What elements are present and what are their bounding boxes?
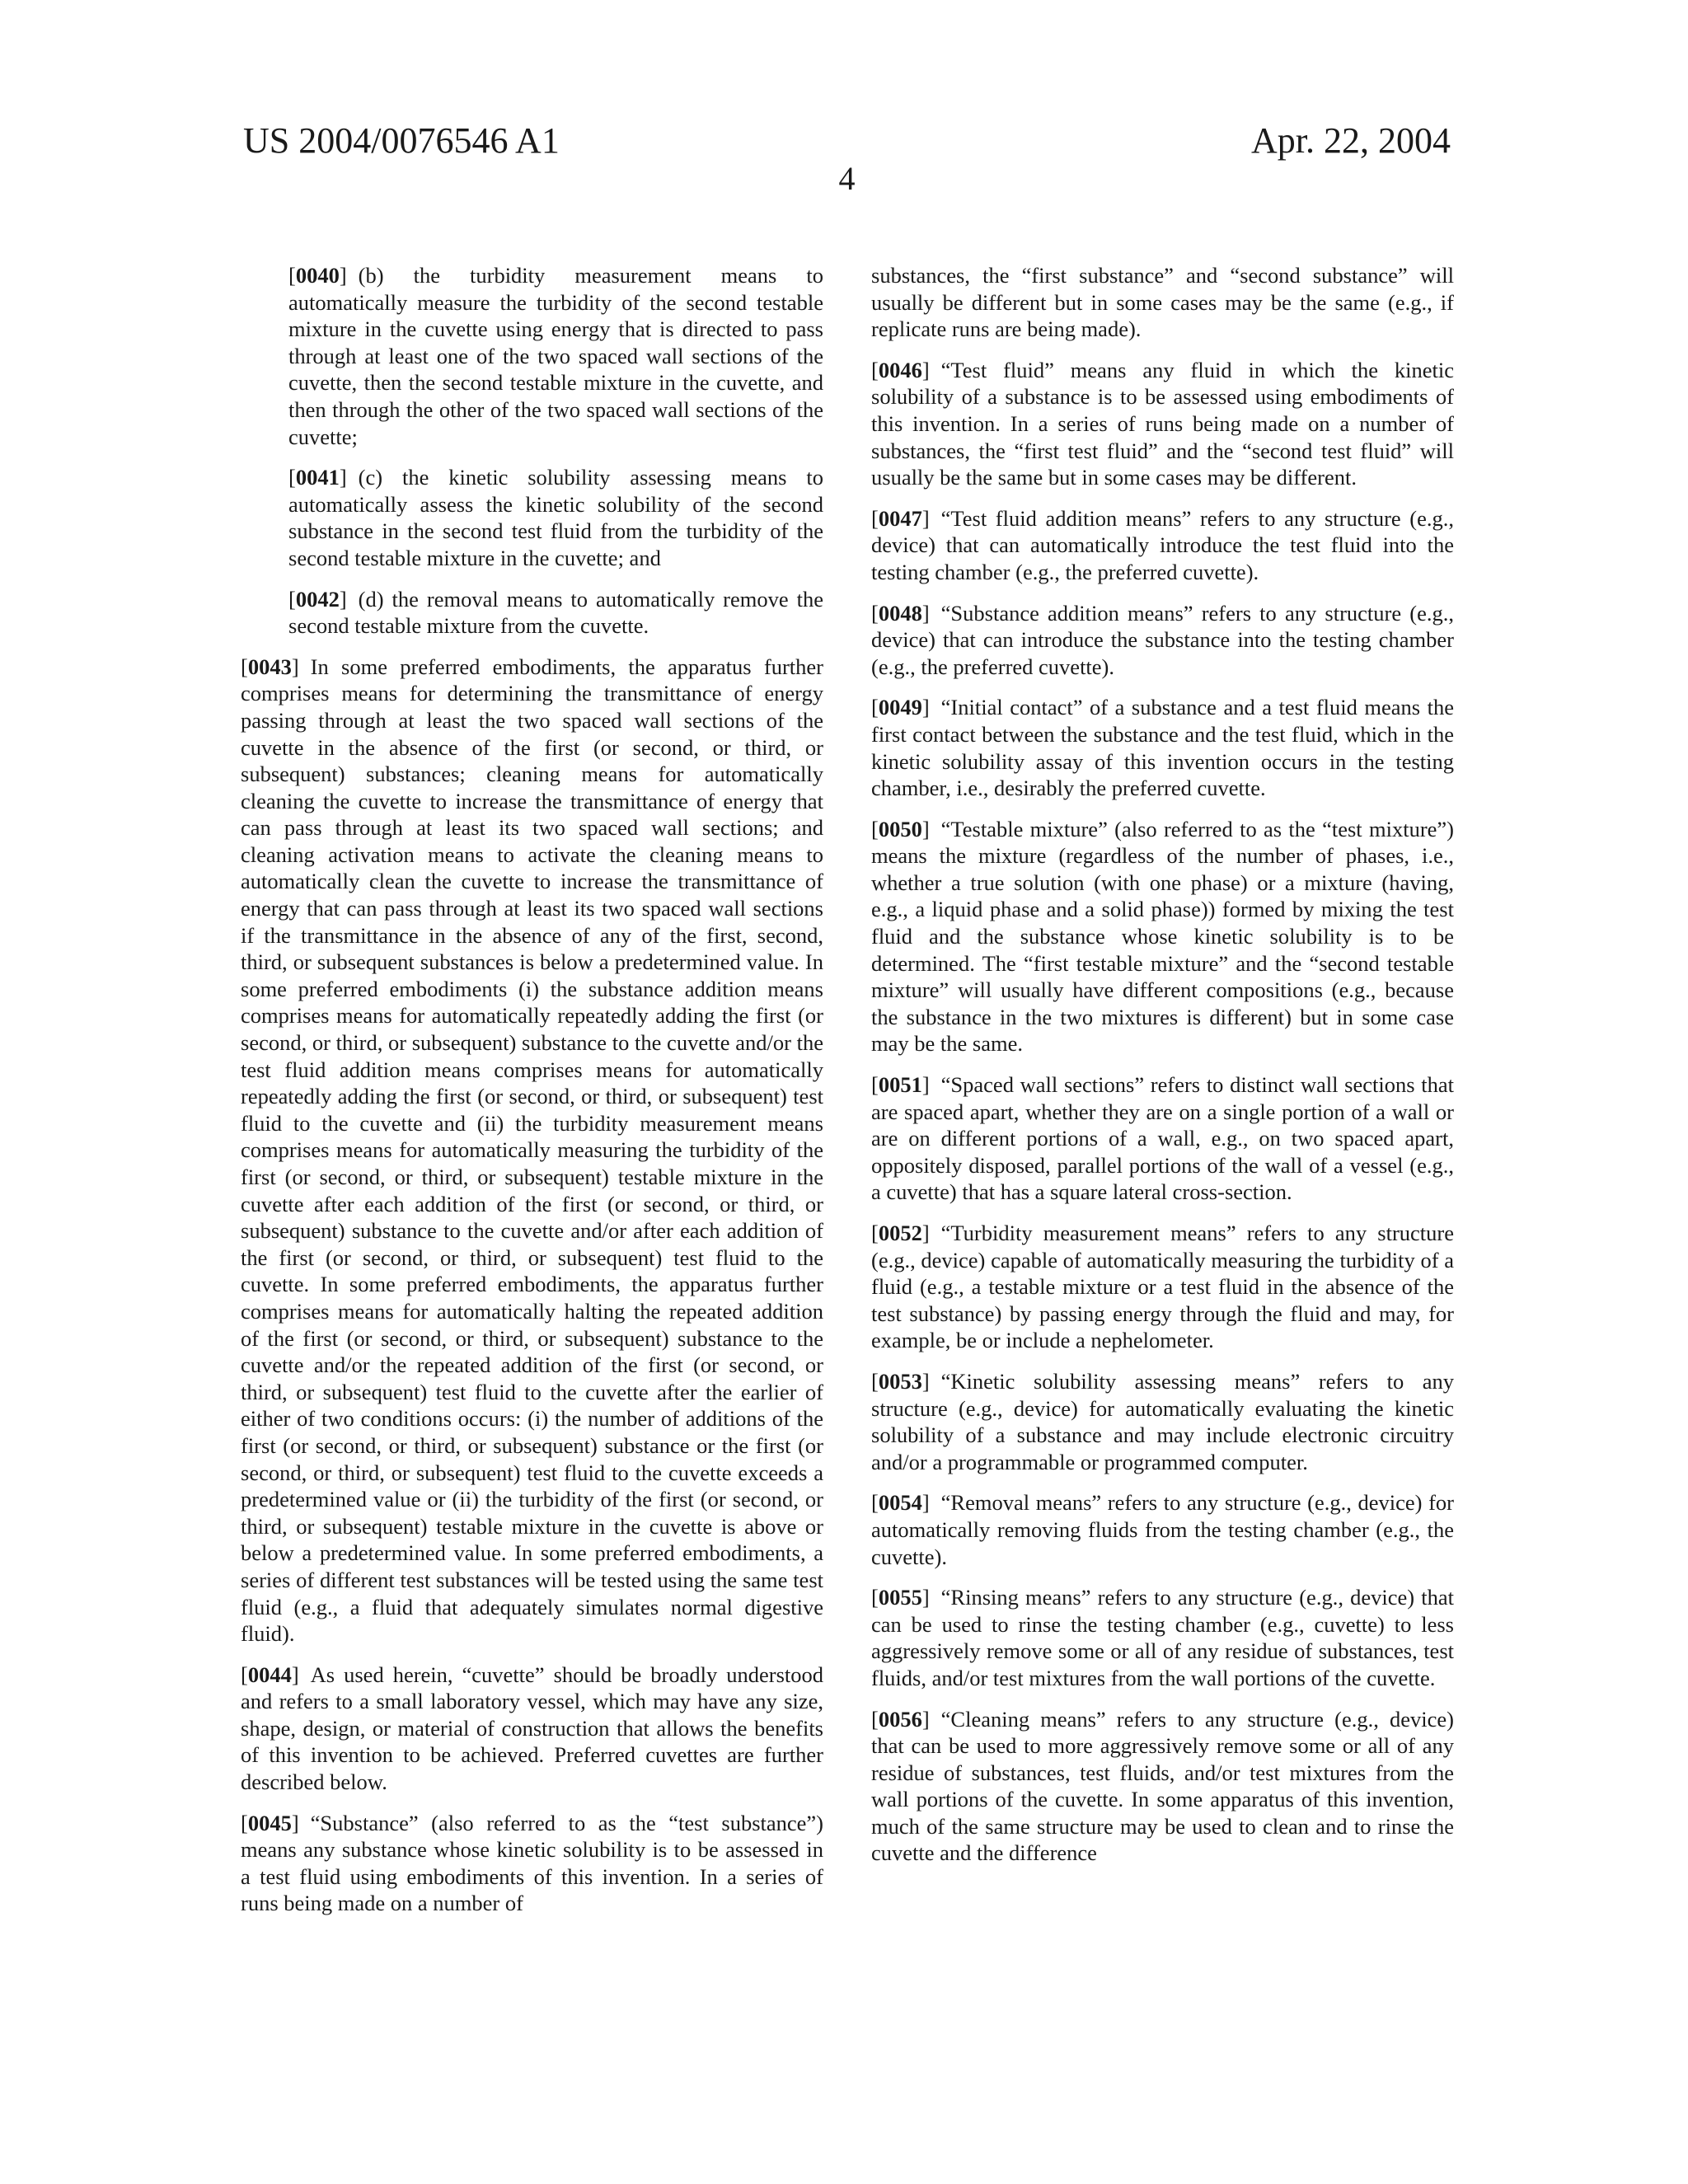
paragraph-text: “Rinsing means” refers to any structure (e.g., device) that can be used to rinse the testing chamber (e.g., cuvette) to less aggressively remove some or all of any residue of substances, test fluids, and/or test mixtures from the wall portions of the cuvette. — [871, 1585, 1454, 1690]
paragraph — [871, 505, 1454, 586]
paragraph-text: “Test fluid” means any fluid in which the kinetic solubility of a substance is to be assessed using embodiments of this invention. In a series of runs being made on a number of substances, the “first test fluid” and the “second test fluid” will usually be the same but in some cases may be different. — [871, 357, 1454, 490]
paragraph-text: substances, the “first substance” and “second substance” will usually be different but in some cases may be the same (e.g., if replicate runs are being made). — [871, 263, 1454, 342]
paragraph-number: [ 0046 ] — [871, 358, 930, 382]
paragraph-number: [ 0056 ] — [871, 1707, 930, 1732]
paragraph-text: As used herein, “cuvette” should be broadly understood and refers to a small laboratory vessel, which may have any size, shape, design, or material of construction that allows the benefits of this invention to be achieved. Preferred cuvettes are further described below. — [241, 1661, 823, 1795]
paragraph-number: [ 0044 ] — [241, 1662, 299, 1687]
publication-date: Apr. 22, 2004 — [1251, 120, 1451, 161]
paragraph-number: [ 0045 ] — [241, 1811, 299, 1835]
paragraph — [288, 464, 823, 571]
paragraph-number: [ 0050 ] — [871, 817, 930, 841]
paragraph — [871, 694, 1454, 801]
right-column — [871, 262, 1454, 1881]
paragraph-number: [ 0048 ] — [871, 601, 930, 626]
paragraph — [871, 1584, 1454, 1691]
paragraph — [871, 1071, 1454, 1206]
paragraph-text: “Substance” (also referred to as the “test substance”) means any substance whose kinetic solubility is to be assessed in a test fluid using embodiments of this invention. In a series of runs being made on a number of — [241, 1810, 823, 1916]
page-number: 4 — [838, 160, 856, 197]
paragraph-text: In some preferred embodiments, the apparatus further comprises means for determining the transmittance of energy passing through at least the two spaced wall sections of the cuvette in the absence of the first (or second, or third, or subsequent) substances; cleaning means for automatically cleaning the cuvette to increase the transmittance of energy that can pass through at least its two spaced wall sections; and cleaning activation means to activate the cleaning means to automatically clean the cuvette to increase the transmittance of energy that can pass through at least its two spaced wall sections if the transmittance in the absence of any of the first, second, third, or subsequent substances is below a predetermined value. In some preferred embodiments (i) the substance addition means comprises means for automatically repeatedly adding the first (or second, or third, or subsequent) substance to the cuvette and/or the test fluid addition means comprises means for automatically repeatedly adding the first (or second, or third, or subsequent) test fluid to the cuvette and (ii) the turbidity measurement means comprises means for automatically measuring the turbidity of the first (or second, or third, or subsequent) testable mixture in the cuvette after each addition of the first (or second, or third, or subsequent) substance to the cuvette and/or after each addition of the first (or second, or third, or subsequent) test fluid to the cuvette. In some preferred embodiments, the apparatus further comprises means for automatically halting the repeated addition of the first (or second, or third, or subsequent) substance to the cuvette and/or the repeated addition of the first (or second, or third, or subsequent) test fluid to the cuvette after the earlier of either of two conditions occurs: (i) the number of additions of the first (or second, or third, or subsequent) substance or the first (or second, or third, or subsequent) test fluid to the cuvette exceeds a predetermined value or (ii) the turbidity of the first (or second, or third, or subsequent) testable mixture in the cuvette is above or below a predetermined value. In some preferred embodiments, a series of different test substances will be tested using the same test fluid (e.g., a fluid that adequately simulates normal digestive fluid). — [241, 654, 823, 1647]
paragraph-text: (d) the removal means to automatically remove the second testable mixture from the cuvette. — [288, 586, 823, 639]
paragraph — [871, 816, 1454, 1057]
paragraph — [241, 1661, 823, 1796]
paragraph-text: “Initial contact” of a substance and a test fluid means the first contact between the substance and the test fluid, which in the kinetic solubility assay of this invention occurs in the testing chamber, i.e., desirably the preferred cuvette. — [871, 695, 1454, 801]
paragraph-number: [ 0052 ] — [871, 1221, 930, 1245]
paragraph-text: “Substance addition means” refers to any structure (e.g., device) that can introduce the substance into the testing chamber (e.g., the preferred cuvette). — [871, 600, 1454, 679]
paragraph-text: “Kinetic solubility assessing means” refers to any structure (e.g., device) for automatically evaluating the kinetic solubility of a substance and may include electronic circuitry and/or a programmable or programmed computer. — [871, 1368, 1454, 1474]
paragraph-text: “Cleaning means” refers to any structure (e.g., device) that can be used to more aggressively remove some or all of any residue of substances, test fluids, and/or test mixtures from the wall portions of the cuvette. In some apparatus of this invention, much of the same structure may be used to clean and to rinse the cuvette and the difference — [871, 1706, 1454, 1866]
paragraph-number: [ 0051 ] — [871, 1072, 930, 1097]
paragraph-text: (b) the turbidity measurement means to automatically measure the turbidity of the second testable mixture in the cuvette using energy that is directed to pass through at least one of the two spaced wall sections of the cuvette, then the second testable mixture in the cuvette, and then through the other of the two spaced wall sections of the cuvette; — [288, 263, 823, 449]
paragraph-number: [ 0047 ] — [871, 506, 930, 531]
paragraph-text: “Spaced wall sections” refers to distinct wall sections that are spaced apart, whether they are on a single portion of a wall or are on different portions of a wall, e.g., on two spaced apart, oppositely disposed, parallel portions of the wall of a vessel (e.g., a cuvette) that has a square lateral cross-section. — [871, 1072, 1454, 1205]
paragraph-number: [ 0041 ] — [288, 465, 347, 490]
paragraph-number: [ 0055 ] — [871, 1585, 930, 1610]
paragraph-text: “Turbidity measurement means” refers to any structure (e.g., device) capable of automatically measuring the turbidity of a fluid (e.g., a testable mixture or a test fluid in the absence of the test substance) by passing energy through the fluid and may, for example, be or include a nephelometer. — [871, 1221, 1454, 1353]
paragraph-text: “Test fluid addition means” refers to any structure (e.g., device) that can automatically introduce the test fluid into the testing chamber (e.g., the preferred cuvette). — [871, 505, 1454, 584]
paragraph-number: [ 0054 ] — [871, 1490, 930, 1515]
paragraph — [241, 1810, 823, 1917]
paragraph-number: [ 0042 ] — [288, 587, 347, 612]
paragraph — [871, 1368, 1454, 1475]
publication-number: US 2004/0076546 A1 — [243, 120, 560, 161]
paragraph-text: “Testable mixture” (also referred to as the “test mixture”) means the mixture (regardless of the number of phases, i.e., whether a true solution (with one phase) or a mixture (having, e.g., a liquid phase and a solid phase)) formed by mixing the test fluid and the substance whose kinetic solubility is to be determined. The “first testable mixture” and the “second testable mixture” will usually have different compositions (e.g., because the substance in the two mixtures is different) but in some case may be the same. — [871, 816, 1454, 1057]
paragraph — [871, 1489, 1454, 1570]
page-header — [243, 120, 1451, 197]
paragraph — [871, 262, 1454, 343]
paragraph-number: [ 0040 ] — [288, 263, 347, 288]
paragraph — [871, 1706, 1454, 1868]
paragraph — [871, 1220, 1454, 1354]
paragraph — [288, 586, 823, 640]
paragraph-text: (c) the kinetic solubility assessing means to automatically assess the kinetic solubility of the second substance in the second test fluid from the turbidity of the second testable mixture in the cuvette; and — [288, 465, 823, 570]
paragraph-number: [ 0049 ] — [871, 695, 930, 719]
paragraph — [871, 600, 1454, 681]
paragraph — [241, 654, 823, 1647]
paragraph-number: [ 0053 ] — [871, 1369, 930, 1394]
paragraph — [871, 357, 1454, 491]
paragraph-number: [ 0043 ] — [241, 654, 299, 679]
left-column — [241, 262, 823, 1931]
paragraph — [288, 262, 823, 450]
paragraph-text: “Removal means” refers to any structure (e.g., device) for automatically removing fluids from the testing chamber (e.g., the cuvette). — [871, 1490, 1454, 1569]
